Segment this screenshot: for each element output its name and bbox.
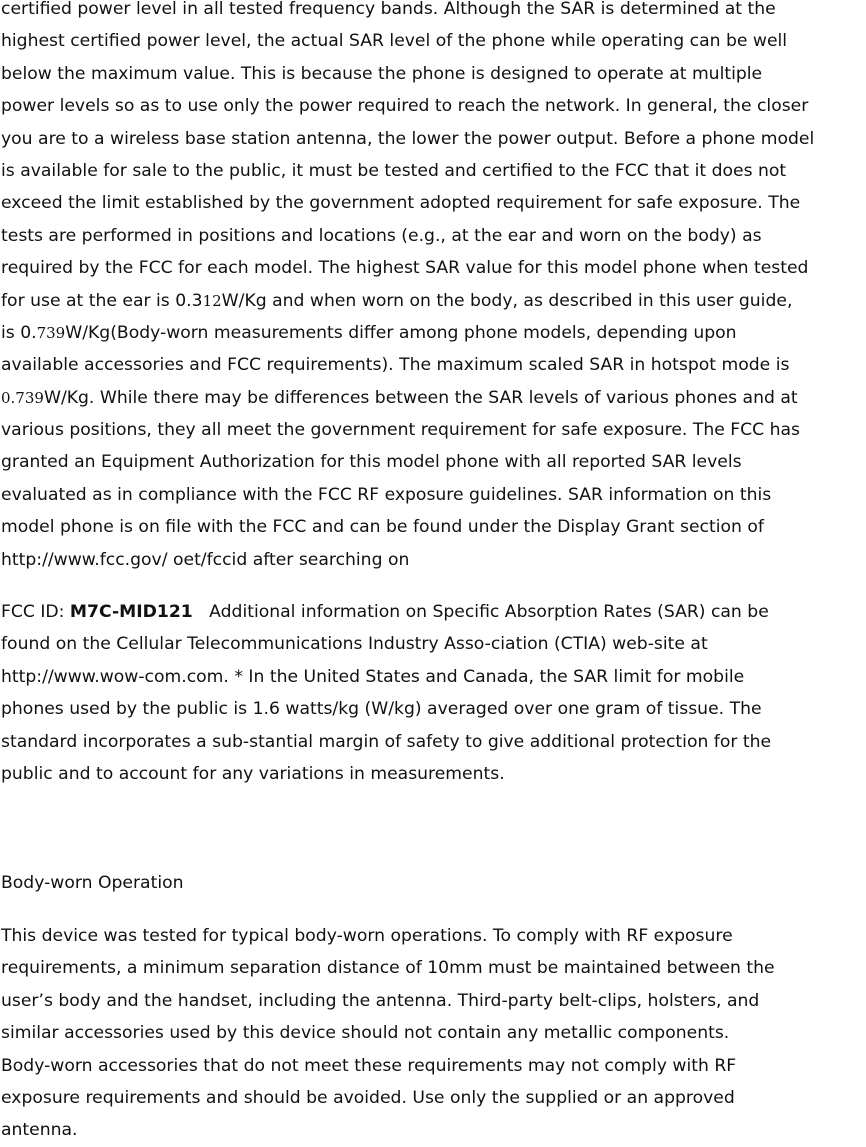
text-segment: for use at the ear is 0.3 (1, 290, 203, 311)
text-line (1, 285, 814, 317)
text-line (1, 596, 771, 628)
text-line: requirements, a minimum separation distance of 10mm must be maintained between the (1, 958, 775, 979)
fcc-id-paragraph (1, 596, 771, 790)
body-worn-paragraph (1, 920, 775, 1147)
text-line: required by the FCC for each model. The highest SAR value for this model phone when tested (1, 258, 809, 279)
sar-value-hotspot: 0.739 (1, 388, 44, 407)
text-line: This device was tested for typical body-worn operations. To comply with RF exposure (1, 926, 733, 946)
text-line: exceed the limit established by the government adopted requirement for safe exposure. The (1, 193, 801, 214)
text-line: you are to a wireless base station antenna, the lower the power output. Before a phone model (1, 128, 815, 149)
text-segment: Additional information on Specific Absorption Rates (SAR) can be (209, 602, 769, 622)
text-line: tests are performed in positions and locations (e.g., at the ear and worn on the body) as (1, 225, 762, 246)
text-segment: W/Kg(Body-worn measurements differ among phone models, depending upon (65, 322, 737, 343)
text-line: model phone is on file with the FCC and can be found under the Display Grant section of (1, 517, 764, 538)
text-segment: W/Kg and when worn on the body, as described in this user guide, (221, 290, 793, 311)
heading-text: Body-worn Operation (1, 873, 184, 893)
text-line: granted an Equipment Authorization for this model phone with all reported SAR levels (1, 452, 742, 473)
text-line (1, 317, 814, 349)
text-segment: W/Kg. While there may be differences between the SAR levels of various phones and at (43, 387, 798, 408)
text-line: power levels so as to use only the power required to reach the network. In general, the closer (1, 96, 809, 117)
text-line: similar accessories used by this device should not contain any metallic components. (1, 1023, 730, 1044)
sar-paragraph (1, 0, 814, 576)
text-line: http://www.wow-com.com. * In the United States and Canada, the SAR limit for mobile (1, 666, 745, 687)
text-line: http://www.fcc.gov/ oet/fccid after searching on (1, 549, 410, 570)
text-line: highest certified power level, the actual SAR level of the phone while operating can be well (1, 31, 788, 52)
text-line (1, 382, 814, 414)
sar-value-body: 739 (36, 323, 66, 342)
fcc-id-label: FCC ID: (1, 602, 70, 622)
fcc-id-value: M7C-MID121 (69, 602, 193, 622)
text-line: exposure requirements and should be avoided. Use only the supplied or an approved (1, 1087, 735, 1108)
text-line: user’s body and the handset, including the antenna. Third-party belt-clips, holsters, and (1, 990, 760, 1011)
text-line: Body-worn accessories that do not meet these requirements may not comply with RF (1, 1055, 737, 1076)
section-heading (1, 867, 184, 899)
text-line: found on the Cellular Telecommunications Industry Asso-ciation (CTIA) web-site at (1, 634, 708, 655)
text-line: various positions, they all meet the government requirement for safe exposure. The FCC has (1, 420, 800, 441)
text-line: standard incorporates a sub-stantial margin of safety to give additional protection for the (1, 731, 772, 752)
text-line: below the maximum value. This is because the phone is designed to operate at multiple (1, 63, 763, 84)
text-line: is available for sale to the public, it must be tested and certified to the FCC that it does not (1, 160, 787, 181)
text-line: available accessories and FCC requirements). The maximum scaled SAR in hotspot mode is (1, 355, 790, 376)
text-line: antenna. (1, 1120, 78, 1141)
sar-value-ear: 12 (202, 291, 222, 310)
text-line: certified power level in all tested frequency bands. Although the SAR is determined at the (1, 0, 776, 19)
text-line: public and to account for any variations in measurements. (1, 763, 505, 784)
text-line: evaluated as in compliance with the FCC RF exposure guidelines. SAR information on this (1, 484, 772, 505)
text-line: phones used by the public is 1.6 watts/kg (W/kg) averaged over one gram of tissue. The (1, 699, 762, 720)
text-segment: is 0. (1, 322, 37, 343)
